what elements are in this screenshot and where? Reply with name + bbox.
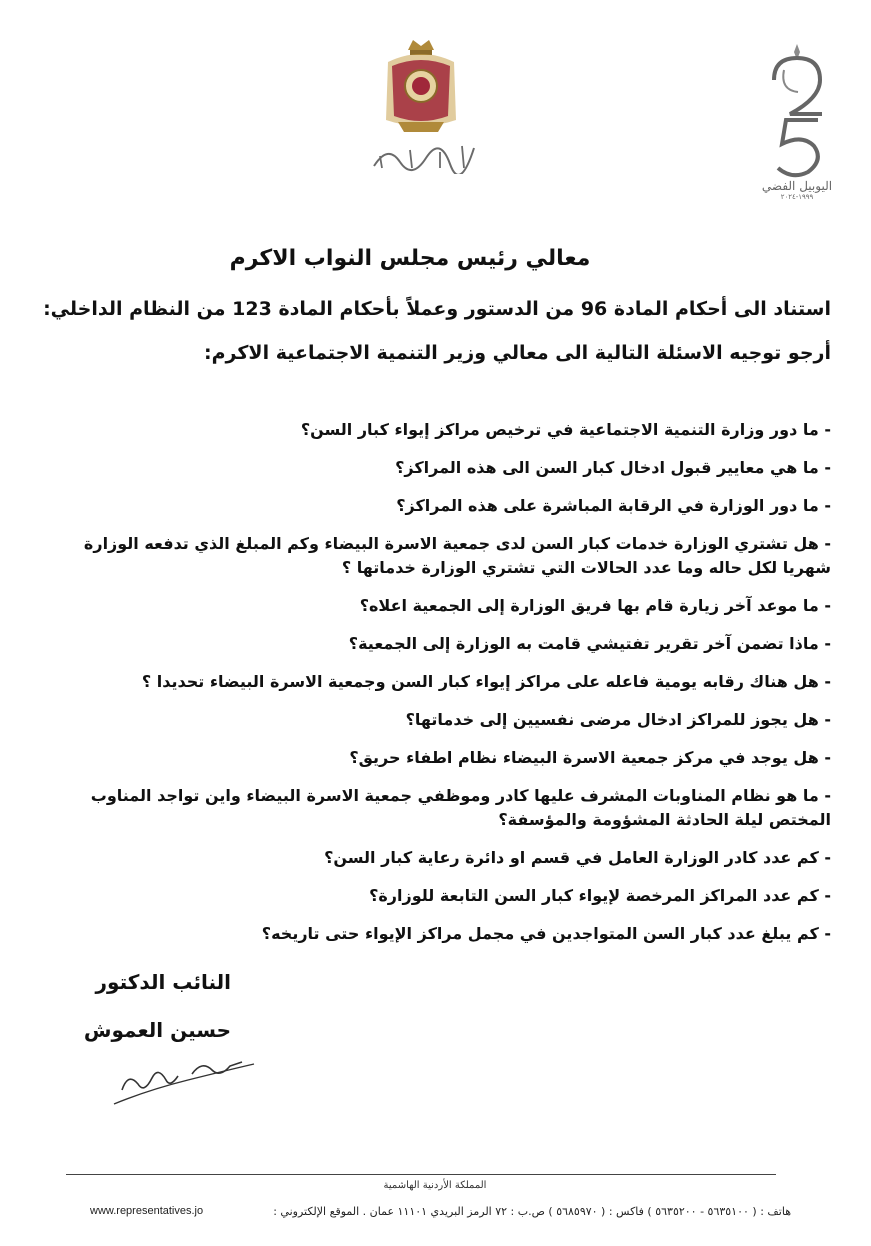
question-item: - كم عدد كادر الوزارة العامل في قسم او دائرة رعاية كبار السن؟	[324, 848, 831, 867]
footer-website: www.representatives.jo	[90, 1205, 204, 1217]
question-item: - ما دور الوزارة في الرقابة المباشرة على هذه المراكز؟	[396, 496, 831, 515]
letter-title: معالي رئيس مجلس النواب الاكرم	[229, 246, 591, 271]
intro-line-1: استناد الى أحكام المادة 96 من الدستور وعملاً بأحكام المادة 123 من النظام الداخلي:	[43, 298, 831, 320]
question-item: - ما موعد آخر زيارة قام بها فريق الوزارة إلى الجمعية اعلاه؟	[359, 596, 831, 615]
jubilee-years: ١٩٩٩-٢٠٢٤	[780, 193, 814, 200]
question-item: - ما دور وزارة التنمية الاجتماعية في ترخيص مراكز إيواء كبار السن؟	[300, 420, 831, 439]
question-item: - ما هي معايير قبول ادخال كبار السن الى هذه المراكز؟	[395, 458, 831, 477]
signatory-title: النائب الدكتور	[95, 970, 231, 994]
question-item: - هل هناك رقابه يومية فاعله على مراكز إيواء كبار السن وجمعية الاسرة البيضاء تحديدا ؟	[141, 672, 831, 691]
question-item: - هل يوجد في مركز جمعية الاسرة البيضاء نظام اطفاء حريق؟	[349, 748, 831, 767]
question-item: - كم عدد المراكز المرخصة لإيواء كبار السن التابعة للوزارة؟	[369, 886, 831, 905]
intro-line-2: أرجو توجيه الاسئلة التالية الى معالي وزير التنمية الاجتماعية الاكرم:	[204, 342, 831, 364]
questions-list	[31, 418, 831, 946]
footer-contact: هاتف : ( ٥٦٣٥١٠٠ - ٥٦٣٥٢٠٠ ) فاكس : ( ٥٦٨٥٩٧٠ ) ص.ب : ٧٢ الرمز البريدي ١١١٠١ عمان . الموقع الإلكتروني :	[273, 1205, 791, 1218]
handwritten-signature	[108, 1050, 258, 1110]
silver-jubilee-logo	[752, 40, 842, 200]
council-logo	[370, 138, 480, 174]
question-item: - هل يجوز للمراكز ادخال مرضى نفسيين إلى خدماتها؟	[405, 710, 831, 729]
footer-kingdom: المملكة الأردنية الهاشمية	[383, 1180, 487, 1191]
footer-divider	[66, 1174, 776, 1175]
signatory-name: حسين العموش	[83, 1018, 231, 1042]
jubilee-label: اليوبيل الفضي	[761, 179, 833, 193]
question-item: - ما هو نظام المناوبات المشرف عليها كادر وموظفي جمعية الاسرة البيضاء واين تواجد المناوب المختص ليلة الحادثة المشؤومة والمؤسفة؟	[90, 786, 831, 829]
question-item: - هل تشتري الوزارة خدمات كبار السن لدى جمعية الاسرة البيضاء وكم المبلغ الذي تدفعه الوزارة شهريا لكل حاله وما عدد الحالات التي تشتري الوزارة خدماتها ؟	[83, 534, 831, 577]
royal-emblem-icon	[378, 36, 464, 136]
question-item: - كم يبلغ عدد كبار السن المتواجدين في مجمل مراكز الإيواء حتى تاريخه؟	[261, 924, 831, 943]
question-item: - ماذا تضمن آخر تقرير تفتيشي قامت به الوزارة إلى الجمعية؟	[348, 634, 831, 653]
